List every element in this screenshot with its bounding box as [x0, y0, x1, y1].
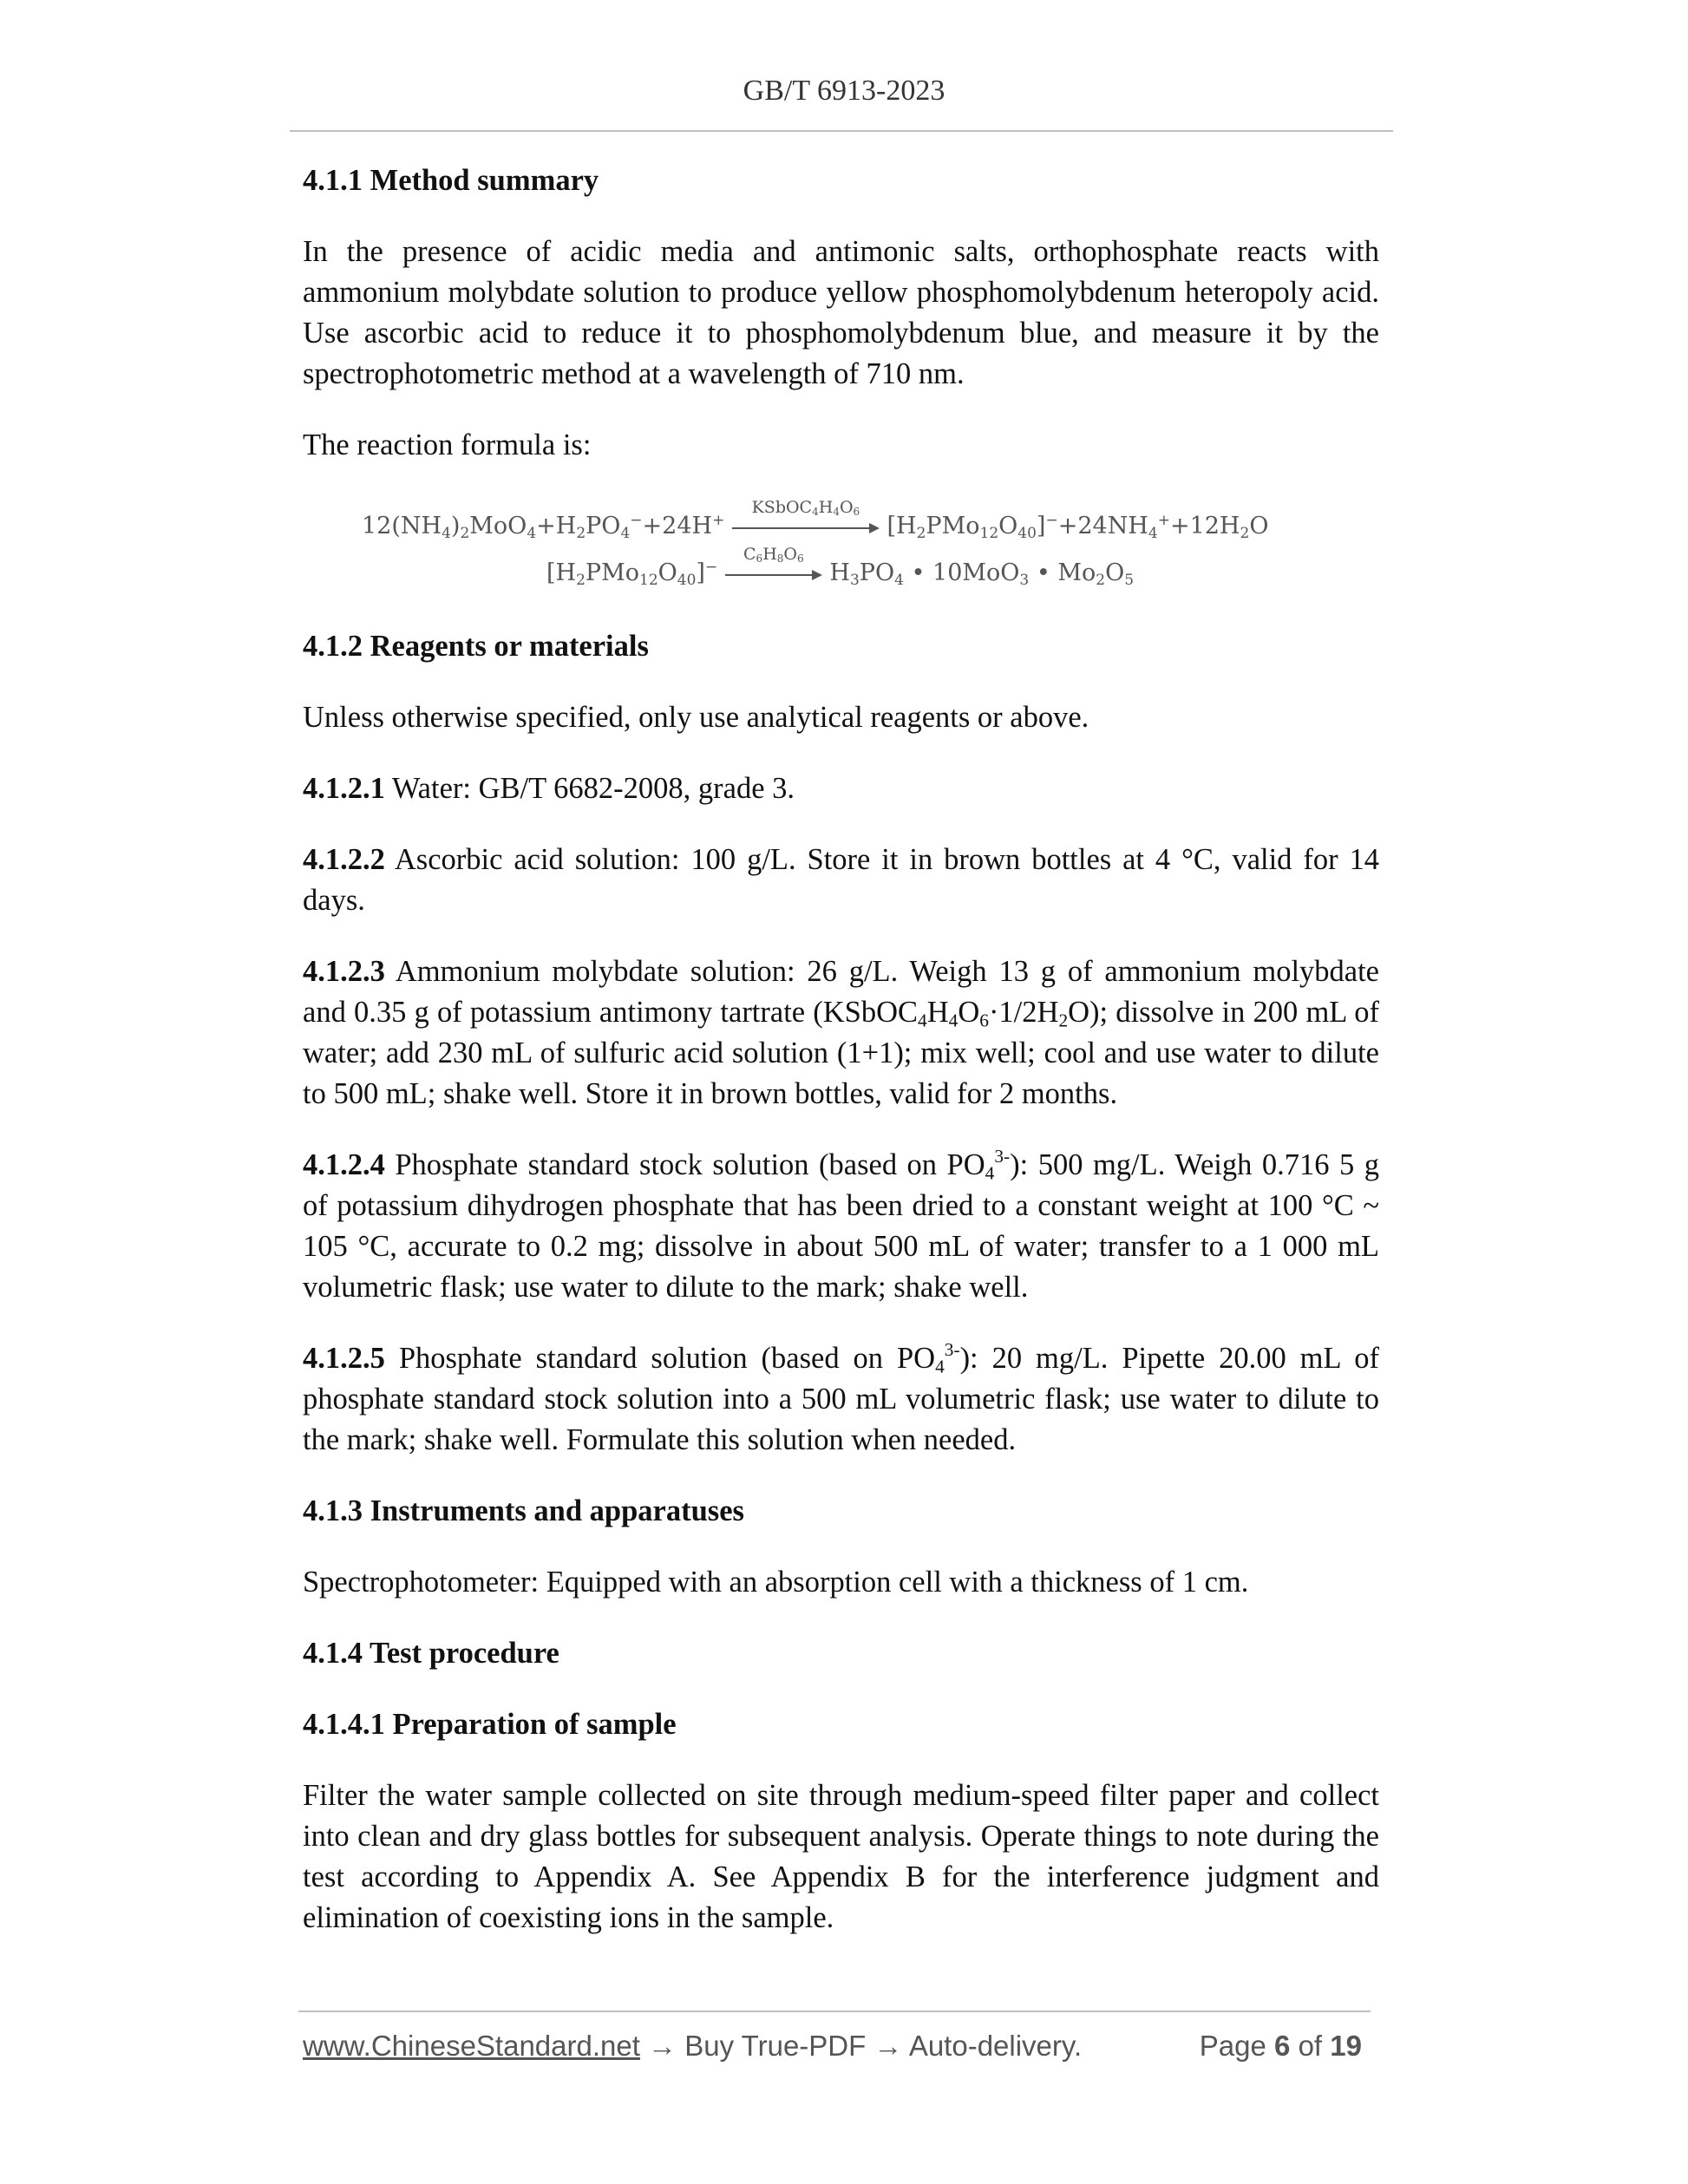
reaction-formula — [303, 496, 1379, 596]
reaction-equation-2: [H2PMo12O40]− C6H8O6 H3PO4 • 10MoO3 • Mo2O5 — [546, 544, 1135, 589]
reaction-arrow-1 — [732, 497, 880, 540]
clause-4-1-2-5: 4.1.2.5 Phosphate standard solution (based on $PO_4^{3-}$): 20 mg/L. Pipette 20.00 mL of phosphate standard stock solution into a 500 mL volumetric flask; use water to dilute to the mark; shake well. Formulate this solution when needed. — [303, 1339, 1379, 1456]
clause-number: 4.1.2.4 — [303, 1148, 385, 1181]
reductant-label: C6H8O6 — [743, 544, 804, 565]
reaction-formula-intro: The reaction formula is: — [303, 428, 592, 461]
heading-4-1-4-1: 4.1.4.1 Preparation of sample — [303, 1708, 677, 1741]
clause-4-1-2-3: 4.1.2.3 Ammonium molybdate solution: 26 g/L. Weigh 13 g of ammonium molybdate and 0.35 g of potassium antimony tartrate $(KSbOC_4H_4O_6\cdot 1/2H_2O)$; dissolve in 200 mL of water; add 230 mL of sulfuric acid solution (1+1); mix well; cool and use water to dilute to 500 mL; shake well. Store it in brown bottles, valid for 2 months. — [303, 955, 1379, 1110]
total-page-count: 19 — [1330, 2030, 1362, 2062]
clause-number: 4.1.2.1 — [303, 772, 385, 805]
clause-number: 4.1.2.2 — [303, 843, 385, 876]
instruments-paragraph: Spectrophotometer: Equipped with an absorption cell with a thickness of 1 cm. — [303, 1566, 1249, 1599]
website-link[interactable]: www.ChineseStandard.net — [303, 2030, 640, 2062]
sample-preparation-paragraph: Filter the water sample collected on site through medium-speed filter paper and collect into clean and dry glass bottles for subsequent analysis. Operate things to note during the test according to Appendix A. See Appendix B for the interference judgment and elimination of coexisting ions in the sample. — [303, 1779, 1379, 1934]
reagents-intro: Unless otherwise specified, only use analytical reagents or above. — [303, 701, 1089, 734]
page-indicator: Page 6 of 19 — [1199, 2030, 1362, 2062]
clause-number: 4.1.2.5 — [303, 1342, 385, 1375]
footer-divider — [298, 2011, 1371, 2012]
page-content — [303, 160, 1379, 1969]
heading-4-1-1: 4.1.1 Method summary — [303, 164, 599, 197]
heading-4-1-4: 4.1.4 Test procedure — [303, 1637, 559, 1670]
header-title: GB/T 6913-2023 — [743, 75, 945, 107]
heading-4-1-2: 4.1.2 Reagents or materials — [303, 630, 649, 663]
reaction-arrow-2 — [725, 544, 822, 587]
footer-promo — [303, 2030, 1082, 2063]
method-summary-paragraph: In the presence of acidic media and antimonic salts, orthophosphate reacts with ammonium molybdate solution to produce yellow phosphomolybdenum heteropoly acid. Use ascorbic acid to reduce it to phosphomolybdenum blue, and measure it by the spectrophotometric method at a wavelength of 710 nm. — [303, 235, 1379, 390]
current-page-number: 6 — [1274, 2030, 1291, 2062]
page-footer — [303, 2030, 1371, 2068]
header-divider — [290, 130, 1393, 132]
heading-4-1-3: 4.1.3 Instruments and apparatuses — [303, 1494, 744, 1527]
catalyst-label-1: KSbOC4H4O6 — [751, 497, 860, 518]
clause-4-1-2-1: 4.1.2.1 Water: GB/T 6682-2008, grade 3. — [303, 772, 795, 805]
clause-4-1-2-2: 4.1.2.2 Ascorbic acid solution: 100 g/L. Store it in brown bottles at 4 °C, valid for 14 days. — [303, 843, 1379, 917]
reaction-equation-1: 12(NH4)2MoO4+H2PO4−+24H+ KSbOC4H4O6 [H2PMo12O40]−+24NH4++12H2O — [362, 497, 1269, 542]
footer-promo-text: → Buy True-PDF → Auto-delivery. — [639, 2030, 1083, 2062]
clause-4-1-2-4: 4.1.2.4 Phosphate standard stock solution (based on $PO_4^{3-}$): 500 mg/L. Weigh 0.716 5 g of potassium dihydrogen phosphate that has been dried to a constant weight at 100 °C ~ 105 °C, accurate to 0.2 mg; dissolve in about 500 mL of water; transfer to a 1 000 mL volumetric flask; use water to dilute to the mark; shake well. — [303, 1146, 1379, 1304]
clause-number: 4.1.2.3 — [303, 955, 385, 988]
